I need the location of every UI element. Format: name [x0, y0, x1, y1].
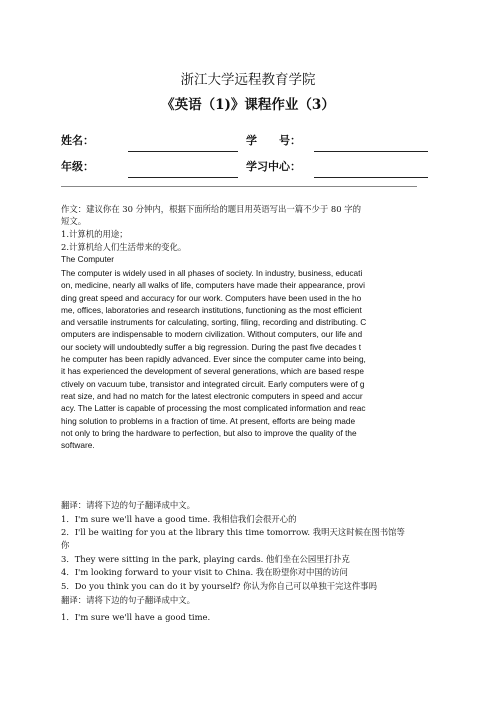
- translation-item-1: 1．I'm sure we'll have a good time. 我相信我们会很开心的: [61, 514, 297, 524]
- translation-item-4: 4．I'm looking forward to your visit to China. 我在盼望你对中国的访问: [61, 567, 348, 577]
- essay-point-2: 2.计算机给人们生活带来的变化。: [61, 242, 187, 252]
- translation-item-2-line1: 2．I'll be waiting for you at the library this time tomorrow. 我明天这时候在图书馆等: [61, 527, 405, 537]
- separator-line: [61, 186, 417, 187]
- translation-heading: 翻译：请将下边的句子翻译成中文。: [61, 500, 195, 510]
- translation-item-3: 3．They were sitting in the park, playing cards. 他们坐在公园里打扑克: [61, 554, 350, 564]
- study-center-label: 学习中心：: [246, 160, 301, 173]
- essay-body: [61, 267, 423, 451]
- essay-line: he computer has been rapidly advanced. Ever since the computer came into being,: [61, 354, 366, 365]
- essay-line: not only to bring the hardware to perfection, but also to improve the quality of the: [61, 427, 357, 438]
- essay-point-1: 1.计算机的用途；: [61, 229, 128, 239]
- essay-line: me, offices, laboratories and research institutions, functioning as the most efficient: [61, 304, 362, 315]
- grade-underline: [128, 177, 238, 178]
- translation-repeat-item-1: 1．I'm sure we'll have a good time.: [61, 612, 211, 622]
- essay-line: it has experienced the development of several generations, which are based respe: [61, 366, 365, 377]
- essay-prompt-line1: 作文：建议你在 30 分钟内，根据下面所给的题目用英语写出一篇不少于 80 字的: [61, 204, 361, 214]
- essay-line: The computer is widely used in all phases of society. In industry, business, educati: [61, 268, 363, 278]
- essay-title: The Computer: [61, 254, 115, 264]
- essay-line: on, medicine, nearly all walks of life, computers have made their appearance, provi: [61, 280, 365, 291]
- student-id-label: 学 号：: [246, 134, 301, 147]
- assignment-title: 《英语（1)》课程作业（3）: [161, 97, 335, 113]
- essay-line: acy. The Latter is capable of processing the most complicated information and reac: [61, 403, 366, 414]
- essay-line: ctively on vacuum tube, transistor and integrated circuit. Early computers were of g: [61, 378, 365, 389]
- translation-item-5: 5．Do you think you can do it by yourself? 你认为你自己可以单独干完这件事吗: [61, 581, 377, 591]
- translation-heading-repeat: 翻译：请将下边的句子翻译成中文。: [61, 595, 195, 605]
- grade-label: 年级：: [61, 160, 94, 173]
- essay-prompt-line2: 短文。: [61, 216, 87, 226]
- name-underline: [128, 151, 238, 152]
- essay-line: omputers are indispensable to modern civilization. Without computers, our life and: [61, 329, 363, 340]
- student-id-underline: [314, 151, 428, 152]
- essay-line: our society will undoubtedly suffer a big regression. During the past five decades t: [61, 341, 362, 352]
- school-name: 浙江大学远程教育学院: [180, 72, 316, 88]
- essay-line: hing solution to problems in a fraction of time. At present, efforts are being made: [61, 415, 356, 426]
- name-label: 姓名：: [61, 134, 94, 147]
- essay-line: and versatile instruments for calculating, sorting, filing, recording and distributing. C: [61, 317, 367, 328]
- translation-item-2-line2: 你: [61, 540, 70, 550]
- study-center-underline: [314, 177, 428, 178]
- essay-line: software.: [61, 440, 95, 451]
- essay-line: reat size, and had no match for the latest electronic computers in speed and accur: [61, 390, 363, 401]
- essay-line: ding great speed and accuracy for our work. Computers have been used in the ho: [61, 292, 362, 303]
